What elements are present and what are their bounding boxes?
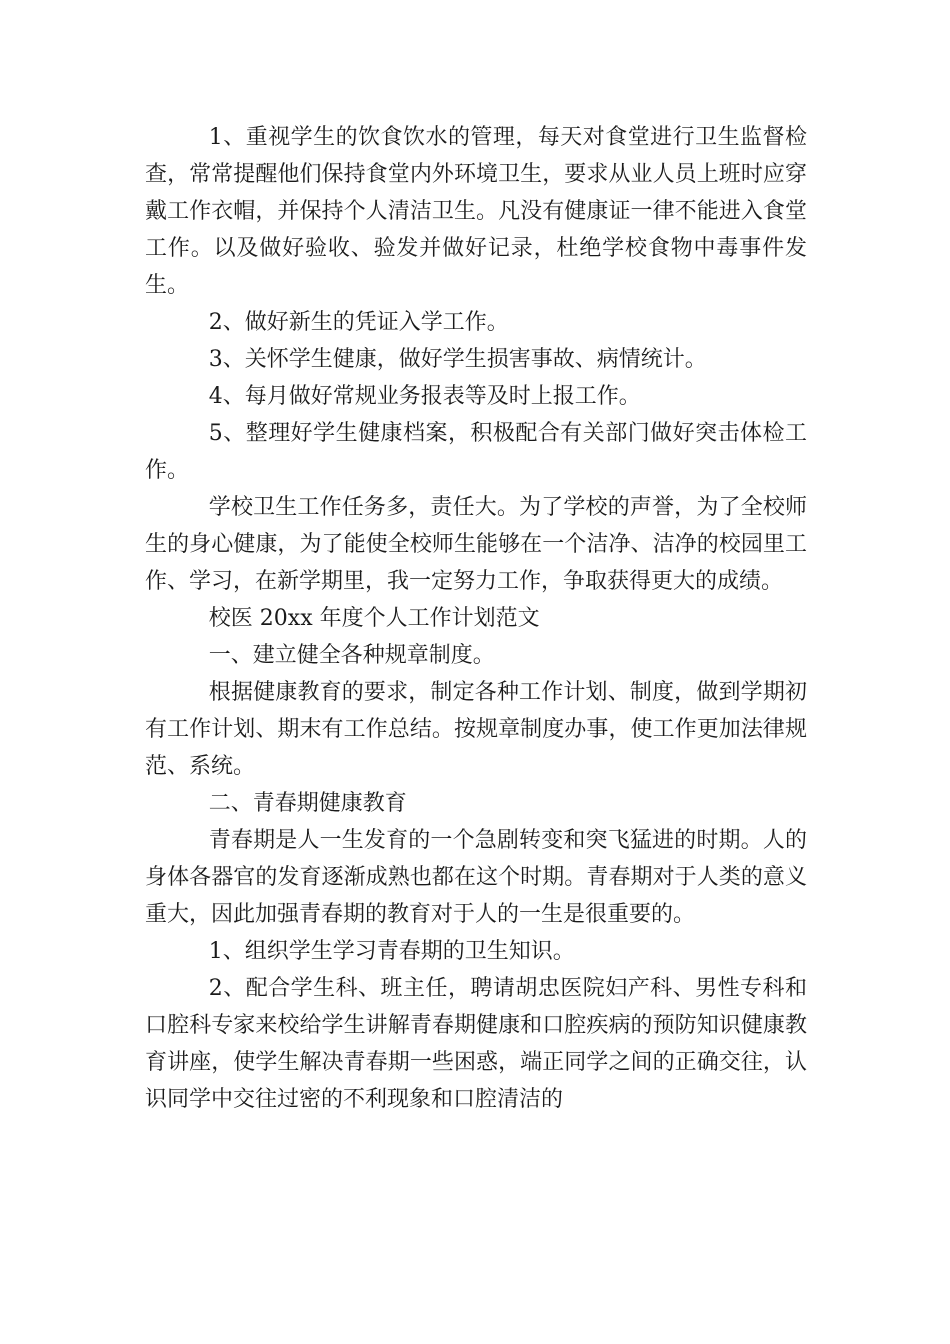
document-body	[145, 119, 807, 1118]
section-title: 校医 20xx 年度个人工作计划范文	[208, 606, 540, 631]
paragraph-expert-lectures: 2、配合学生科、班主任，聘请胡忠医院妇产科、男性专科和口腔科专家来校给学生讲解青春期健康和口腔疾病的预防知识健康教育讲座，使学生解决青春期一些困惑，端正同学之间的正确交往，认识同学中交往过密的不利现象和口腔清洁的	[145, 976, 807, 1112]
paragraph-student-health-care: 3、关怀学生健康，做好学生损害事故、病情统计。	[208, 347, 707, 372]
heading-adolescent-education: 二、青春期健康教育	[208, 791, 407, 816]
paragraph-adolescence: 青春期是人一生发育的一个急剧转变和突飞猛进的时期。人的身体各器官的发育逐渐成熟也都在这个时期。青春期对于人类的意义重大，因此加强青春期的教育对于人的一生是很重要的。	[145, 828, 807, 927]
paragraph-work-plan: 根据健康教育的要求，制定各种工作计划、制度，做到学期初有工作计划、期末有工作总结。按规章制度办事，使工作更加法律规范、系统。	[145, 680, 807, 779]
paragraph-monthly-reports: 4、每月做好常规业务报表等及时上报工作。	[208, 384, 641, 409]
paragraph-hygiene-knowledge: 1、组织学生学习青春期的卫生知识。	[208, 939, 575, 964]
paragraph-diet-management: 1、重视学生的饮食饮水的管理，每天对食堂进行卫生监督检查，常常提醒他们保持食堂内外环境卫生，要求从业人员上班时应穿戴工作衣帽，并保持个人清洁卫生。凡没有健康证一律不能进入食堂工作。以及做好验收、验发并做好记录，杜绝学校食物中毒事件发生。	[145, 125, 807, 298]
paragraph-new-student-enrollment: 2、做好新生的凭证入学工作。	[208, 310, 509, 335]
heading-rules-system: 一、建立健全各种规章制度。	[208, 643, 495, 668]
paragraph-summary: 学校卫生工作任务多，责任大。为了学校的声誉，为了全校师生的身心健康，为了能使全校师生能够在一个洁净、洁净的校园里工作、学习，在新学期里，我一定努力工作，争取获得更大的成绩。	[145, 495, 807, 594]
paragraph-health-records: 5、整理好学生健康档案，积极配合有关部门做好突击体检工作。	[145, 421, 807, 483]
